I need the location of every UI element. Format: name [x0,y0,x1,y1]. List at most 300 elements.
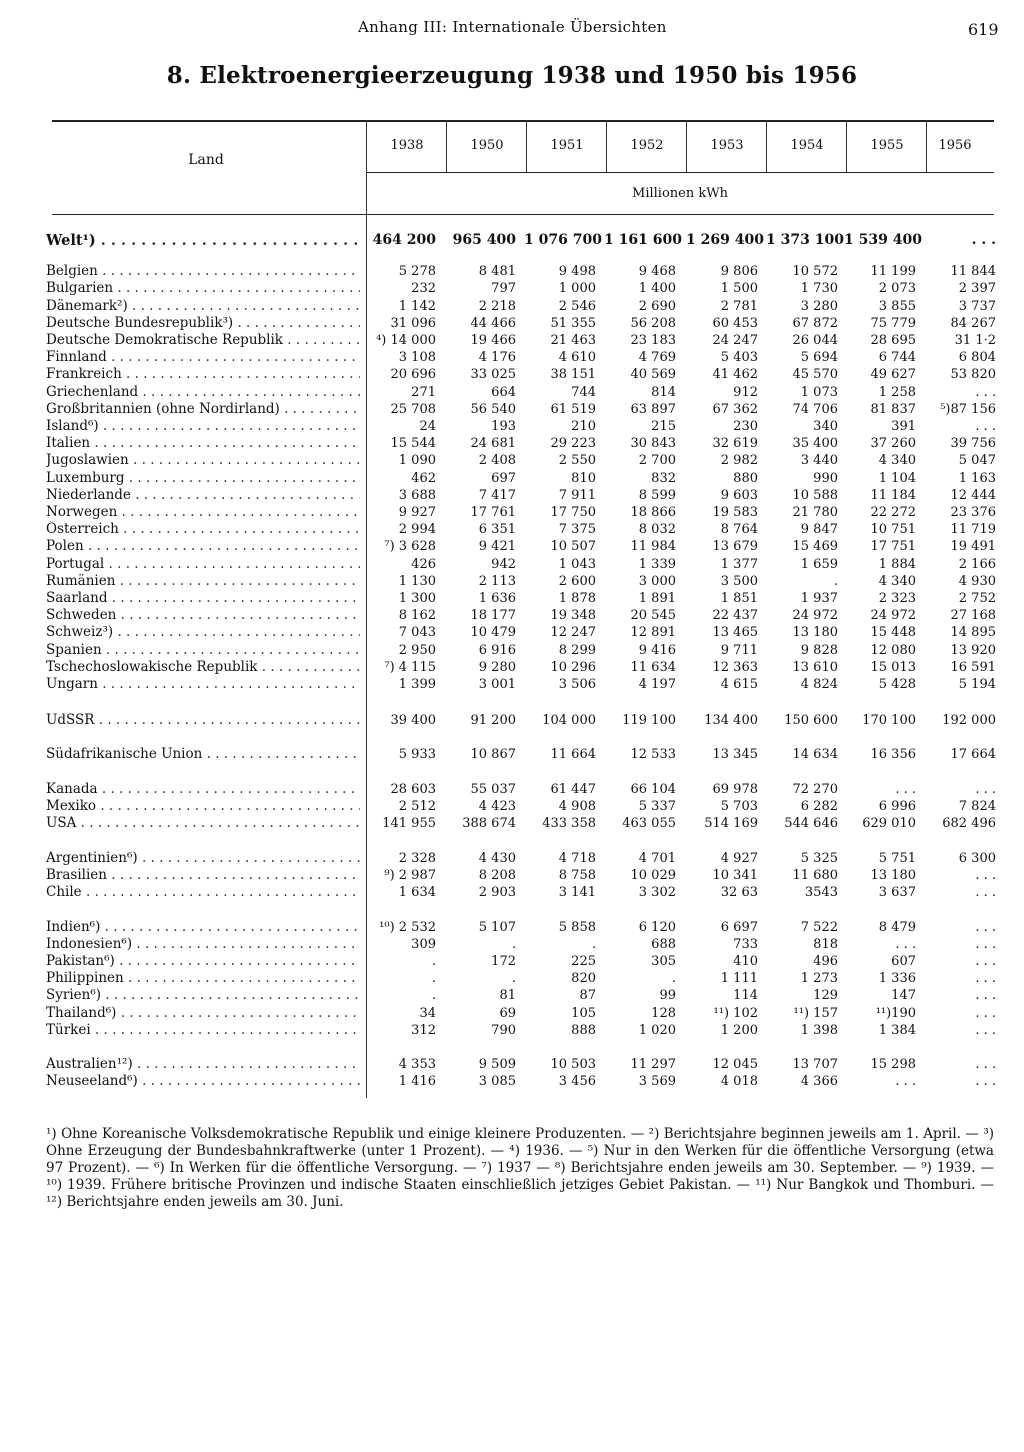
value-cell-1951: 4 610 [558,350,596,365]
table-row [46,642,994,659]
value-cell-1956: 192 000 [942,713,996,728]
value-cell-1938: 2 328 [398,851,436,866]
value-cell-1952: 11 297 [630,1057,676,1072]
value-cell-1955: 4 340 [878,453,916,468]
land-name: USA . . . [46,815,360,832]
table-row [46,349,994,366]
value-cell-1951: 104 000 [542,713,596,728]
value-cell-1953: 733 [733,937,758,952]
value-cell-1955: 147 [891,988,916,1003]
table-row [46,1056,994,1073]
value-cell-1954: 1 273 [800,971,838,986]
value-cell-1954: 990 [813,471,838,486]
value-cell-1952: 30 843 [630,436,676,451]
value-cell-1950: 697 [491,471,516,486]
table-row [46,884,994,901]
value-cell-1956: 5 047 [958,453,996,468]
value-cell-1956: 5 194 [958,677,996,692]
value-cell-1951: 3 456 [558,1074,596,1089]
value-cell-1952: 18 866 [630,505,676,520]
value-cell-1953: 410 [733,954,758,969]
year-header: 1953 [710,138,744,153]
value-cell-1956: . . . [975,988,996,1003]
table-row [46,624,994,641]
land-name: Philippinen . . . [46,970,360,987]
value-cell-1955: 629 010 [862,816,916,831]
value-cell-1956: . . . [975,1057,996,1072]
column-separator [766,120,767,172]
value-cell-1950: . [511,937,516,952]
value-cell-1951: 433 358 [542,816,596,831]
value-cell-1954: 129 [813,988,838,1003]
value-cell-1950: 19 466 [470,333,516,348]
value-cell-1954: 9 847 [800,522,838,537]
value-cell-1956: . . . [975,954,996,969]
unit-rule [366,172,994,173]
value-cell-1951: 87 [579,988,596,1003]
land-name: Griechenland . . . [46,384,360,401]
value-cell-1950: 33 025 [470,367,516,382]
value-cell-1954: 5 694 [800,350,838,365]
value-cell-1950: 91 200 [470,713,516,728]
value-cell-1952: 1 161 600 [604,232,682,248]
value-cell-1938: 141 955 [382,816,436,831]
table-row [46,332,994,349]
value-cell-1951: 29 223 [550,436,596,451]
value-cell-1938: 1 300 [398,591,436,606]
value-cell-1955: 28 695 [870,333,916,348]
land-name: Polen . . . [46,538,360,555]
land-name: Thailand⁶) . . . [46,1005,360,1022]
value-cell-1953: 13 345 [712,747,758,762]
value-cell-1955: 11 199 [870,264,916,279]
value-cell-1951: 1 076 700 [524,232,602,248]
value-cell-1950: 10 867 [470,747,516,762]
value-cell-1951: 4 718 [558,851,596,866]
value-cell-1956: . . . [975,937,996,952]
value-cell-1954: 496 [813,954,838,969]
value-cell-1938: 1 634 [398,885,436,900]
value-cell-1950: 10 479 [470,625,516,640]
table-row [46,712,994,729]
value-cell-1955: 6 744 [878,350,916,365]
value-cell-1951: 51 355 [550,316,596,331]
value-cell-1956: 12 444 [950,488,996,503]
value-cell-1955: ¹¹)190 [875,1006,916,1021]
value-cell-1953: 1 851 [720,591,758,606]
value-cell-1955: 5 428 [878,677,916,692]
value-cell-1954: 35 400 [792,436,838,451]
value-cell-1956: ⁵)87 156 [940,402,996,417]
value-cell-1952: 99 [659,988,676,1003]
value-cell-1951: 10 507 [550,539,596,554]
value-cell-1951: 19 348 [550,608,596,623]
value-cell-1938: 1 416 [398,1074,436,1089]
value-cell-1950: 4 430 [478,851,516,866]
value-cell-1954: 21 780 [792,505,838,520]
value-cell-1953: 22 437 [712,608,758,623]
value-cell-1955: 607 [891,954,916,969]
value-cell-1950: 1 636 [478,591,516,606]
table-row [46,850,994,867]
value-cell-1951: 2 550 [558,453,596,468]
value-cell-1954: 818 [813,937,838,952]
value-cell-1953: 5 703 [720,799,758,814]
land-name: Niederlande . . . [46,487,360,504]
land-name: Jugoslawien . . . [46,452,360,469]
table-row [46,919,994,936]
value-cell-1951: 10 296 [550,660,596,675]
year-header: 1950 [470,138,504,153]
value-cell-1951: 1 000 [558,281,596,296]
value-cell-1938: 4 353 [398,1057,436,1072]
value-cell-1956: 39 756 [950,436,996,451]
value-cell-1938: 2 512 [398,799,436,814]
value-cell-1952: 11 634 [630,660,676,675]
land-name: Italien . . . [46,435,360,452]
value-cell-1954: 9 828 [800,643,838,658]
value-cell-1954: 1 398 [800,1023,838,1038]
year-header: 1938 [390,138,424,153]
value-cell-1951: 61 519 [550,402,596,417]
land-name: Finnland . . . [46,349,360,366]
value-cell-1951: 11 664 [550,747,596,762]
value-cell-1953: 134 400 [704,713,758,728]
land-name: Türkei . . . [46,1022,360,1039]
land-name: UdSSR . . . [46,712,360,729]
value-cell-1956: . . . [975,1074,996,1089]
value-cell-1955: 81 837 [870,402,916,417]
land-name: Argentinien⁶) . . . [46,850,360,867]
value-cell-1953: 9 711 [720,643,758,658]
value-cell-1952: 305 [651,954,676,969]
value-cell-1952: 832 [651,471,676,486]
value-cell-1955: 3 637 [878,885,916,900]
land-name: Rumänien . . . [46,573,360,590]
value-cell-1950: 7 417 [478,488,516,503]
value-cell-1953: 2 982 [720,453,758,468]
value-cell-1956: 53 820 [950,367,996,382]
table-row [46,798,994,815]
value-cell-1938: 1 090 [398,453,436,468]
value-cell-1938: 426 [411,557,436,572]
value-cell-1952: 1 339 [638,557,676,572]
value-cell-1954: 3 440 [800,453,838,468]
value-cell-1955: 16 356 [870,747,916,762]
page-title: 8. Elektroenergieerzeugung 1938 und 1950 bis 1956 [166,62,858,89]
value-cell-1951: 2 600 [558,574,596,589]
table-row [46,781,994,798]
value-cell-1956: 31 1·2 [954,333,996,348]
value-cell-1956: 7 824 [958,799,996,814]
table-row [46,538,994,555]
value-cell-1954: 67 872 [792,316,838,331]
value-cell-1950: 8 208 [478,868,516,883]
value-cell-1956: 4 930 [958,574,996,589]
value-cell-1952: 215 [651,419,676,434]
table-row [46,1022,994,1039]
table-row [46,401,994,418]
footnotes [46,1126,994,1211]
land-name: Deutsche Bundesrepublik³) . . . [46,315,360,332]
value-cell-1954: ¹¹) 157 [793,1006,838,1021]
land-name: Luxemburg . . . [46,470,360,487]
column-separator [686,120,687,172]
value-cell-1956: 3 737 [958,299,996,314]
value-cell-1938: . [431,971,436,986]
value-cell-1955: 15 013 [870,660,916,675]
value-cell-1954: 4 366 [800,1074,838,1089]
value-cell-1938: 24 [419,419,436,434]
value-cell-1953: 41 462 [712,367,758,382]
land-name: Dänemark²) . . . [46,298,360,315]
value-cell-1954: 13 180 [792,625,838,640]
table-header-rule [52,214,994,215]
value-cell-1938: 25 708 [390,402,436,417]
value-cell-1953: 2 781 [720,299,758,314]
land-name: Norwegen . . . [46,504,360,521]
value-cell-1952: 20 545 [630,608,676,623]
value-cell-1950: 4 176 [478,350,516,365]
table-row [46,263,994,280]
value-cell-1952: 9 468 [638,264,676,279]
value-cell-1938: ⁴) 14 000 [376,333,436,348]
value-cell-1954: 11 680 [792,868,838,883]
value-cell-1938: 5 278 [398,264,436,279]
land-name: Saarland . . . [46,590,360,607]
land-name: Island⁶) . . . [46,418,360,435]
value-cell-1953: 60 453 [712,316,758,331]
value-cell-1950: 2 903 [478,885,516,900]
land-name: Belgien . . . [46,263,360,280]
value-cell-1951: 2 546 [558,299,596,314]
value-cell-1952: 2 690 [638,299,676,314]
value-cell-1952: 4 769 [638,350,676,365]
value-cell-1950: 965 400 [452,232,516,248]
value-cell-1952: 119 100 [622,713,676,728]
value-cell-1953: 4 927 [720,851,758,866]
land-name: Indien⁶) . . . [46,919,360,936]
value-cell-1953: 912 [733,385,758,400]
value-cell-1951: 38 151 [550,367,596,382]
value-cell-1952: 1 020 [638,1023,676,1038]
value-cell-1952: 66 104 [630,782,676,797]
value-cell-1953: 12 045 [712,1057,758,1072]
land-name: Kanada . . . [46,781,360,798]
value-cell-1952: 8 032 [638,522,676,537]
value-cell-1955: 2 323 [878,591,916,606]
value-cell-1938: 271 [411,385,436,400]
value-cell-1955: 8 479 [878,920,916,935]
table-row [46,435,994,452]
value-cell-1955: 4 340 [878,574,916,589]
table-row [46,590,994,607]
value-cell-1950: 18 177 [470,608,516,623]
value-cell-1955: 391 [891,419,916,434]
land-name: Chile . . . [46,884,360,901]
value-cell-1956: 2 397 [958,281,996,296]
value-cell-1938: 1 130 [398,574,436,589]
value-cell-1956: 11 719 [950,522,996,537]
table-row [46,521,994,538]
value-cell-1954: 544 646 [784,816,838,831]
value-cell-1950: 172 [491,954,516,969]
value-cell-1952: 128 [651,1006,676,1021]
value-cell-1952: 56 208 [630,316,676,331]
value-cell-1952: 63 897 [630,402,676,417]
value-cell-1938: 1 142 [398,299,436,314]
value-cell-1953: 880 [733,471,758,486]
table-row [46,470,994,487]
value-cell-1956: . . . [975,868,996,883]
land-name: Spanien . . . [46,642,360,659]
value-cell-1955: 13 180 [870,868,916,883]
value-cell-1956: 2 752 [958,591,996,606]
value-cell-1955: 1 884 [878,557,916,572]
footnote-text: ¹) Ohne Koreanische Volksdemokratische Republik und einige kleinere Produzenten. — ²) Berichtsjahre beginnen jeweils am 1. April. — ³) Ohne Erzeugung der Bundesbahnkraftwerke (unter 1 Prozent). — ⁴) 1936. — ⁵) Nur in den Werken für die öffentliche Versorgung (etwa 97 Prozent). — ⁶) In Werken für die öffentliche Versorgung. — ⁷) 1937 — ⁸) Berichtsjahre enden jeweils am 30. September. — ⁹) 1939. — ¹⁰) 1939. Frühere britische Provinzen und indische Staaten einschließlich jetziges Gebiet Pakistan. — ¹¹) Nur Bangkok und Thomburi. — ¹²) Berichtsjahre enden jeweils am 30. Juni. [46,1126,994,1210]
land-name: Syrien⁶) . . . [46,987,360,1004]
value-cell-1952: 12 533 [630,747,676,762]
value-cell-1952: 5 337 [638,799,676,814]
value-cell-1938: 2 994 [398,522,436,537]
table-row [46,366,994,383]
value-cell-1938: 232 [411,281,436,296]
year-header: 1956 [938,138,972,153]
table-row [46,573,994,590]
value-cell-1952: 3 569 [638,1074,676,1089]
value-cell-1951: 210 [571,419,596,434]
value-cell-1953: 1 269 400 [686,232,764,248]
value-cell-1938: 312 [411,1023,436,1038]
value-cell-1938: 28 603 [390,782,436,797]
value-cell-1955: . . . [895,782,916,797]
value-cell-1954: 1 073 [800,385,838,400]
value-cell-1956: 84 267 [950,316,996,331]
land-column-header: Land [188,152,224,168]
column-separator [846,120,847,172]
value-cell-1956: . . . [975,1006,996,1021]
land-name: Ungarn . . . [46,676,360,693]
value-cell-1955: 1 539 400 [844,232,922,248]
value-cell-1952: 4 197 [638,677,676,692]
value-cell-1953: 24 247 [712,333,758,348]
value-cell-1954: 74 706 [792,402,838,417]
value-cell-1954: 72 270 [792,782,838,797]
value-cell-1938: 1 399 [398,677,436,692]
value-cell-1951: 810 [571,471,596,486]
land-name: Deutsche Demokratische Republik . . . [46,332,360,349]
value-cell-1951: 8 299 [558,643,596,658]
value-cell-1952: 2 700 [638,453,676,468]
value-cell-1953: 32 619 [712,436,758,451]
table-row [46,556,994,573]
value-cell-1955: 170 100 [862,713,916,728]
value-cell-1954: 340 [813,419,838,434]
value-cell-1952: . [671,971,676,986]
table-row [46,815,994,832]
value-cell-1951: 17 750 [550,505,596,520]
value-cell-1955: 1 384 [878,1023,916,1038]
value-cell-1950: 3 001 [478,677,516,692]
value-cell-1950: 4 423 [478,799,516,814]
value-cell-1950: 8 481 [478,264,516,279]
table-row [46,1005,994,1022]
value-cell-1950: 24 681 [470,436,516,451]
value-cell-1956: 2 166 [958,557,996,572]
table-row [46,659,994,676]
value-cell-1938: 31 096 [390,316,436,331]
value-cell-1950: 9 509 [478,1057,516,1072]
table-row [46,1073,994,1090]
value-cell-1955: 37 260 [870,436,916,451]
table-row [46,487,994,504]
value-cell-1955: 24 972 [870,608,916,623]
value-cell-1951: 820 [571,971,596,986]
value-cell-1954: 3 280 [800,299,838,314]
value-cell-1952: 463 055 [622,816,676,831]
value-cell-1938: 3 688 [398,488,436,503]
value-cell-1938: 309 [411,937,436,952]
value-cell-1954: 1 937 [800,591,838,606]
table-row [46,280,994,297]
value-cell-1955: 15 298 [870,1057,916,1072]
value-cell-1952: 4 701 [638,851,676,866]
value-cell-1953: 13 679 [712,539,758,554]
table-row [46,676,994,693]
value-cell-1956: 6 804 [958,350,996,365]
value-cell-1953: 6 697 [720,920,758,935]
value-cell-1953: 5 403 [720,350,758,365]
value-cell-1955: 17 751 [870,539,916,554]
value-cell-1938: ⁷) 3 628 [384,539,436,554]
value-cell-1950: 6 351 [478,522,516,537]
value-cell-1955: 5 751 [878,851,916,866]
value-cell-1954: . [833,574,838,589]
value-cell-1956: 14 895 [950,625,996,640]
year-header: 1954 [790,138,824,153]
value-cell-1952: 3 302 [638,885,676,900]
land-name: Portugal . . . [46,556,360,573]
value-cell-1956: . . . [975,885,996,900]
value-cell-1951: 5 858 [558,920,596,935]
value-cell-1955: 12 080 [870,643,916,658]
value-cell-1950: . [511,971,516,986]
value-cell-1955: 2 073 [878,281,916,296]
value-cell-1951: 7 911 [558,488,596,503]
value-cell-1954: 1 730 [800,281,838,296]
value-cell-1955: 1 258 [878,385,916,400]
unit-label: Millionen kWh [632,186,728,201]
value-cell-1956: 27 168 [950,608,996,623]
value-cell-1952: 8 599 [638,488,676,503]
value-cell-1951: 12 247 [550,625,596,640]
value-cell-1955: 22 272 [870,505,916,520]
value-cell-1951: 225 [571,954,596,969]
value-cell-1953: 514 169 [704,816,758,831]
value-cell-1955: . . . [895,1074,916,1089]
value-cell-1953: 12 363 [712,660,758,675]
value-cell-1954: 13 610 [792,660,838,675]
value-cell-1950: 81 [499,988,516,1003]
value-cell-1952: 9 416 [638,643,676,658]
value-cell-1953: 13 465 [712,625,758,640]
value-cell-1956: 682 496 [942,816,996,831]
value-cell-1953: 1 377 [720,557,758,572]
value-cell-1951: 1 043 [558,557,596,572]
value-cell-1954: 15 469 [792,539,838,554]
value-cell-1938: 462 [411,471,436,486]
value-cell-1950: 6 916 [478,643,516,658]
